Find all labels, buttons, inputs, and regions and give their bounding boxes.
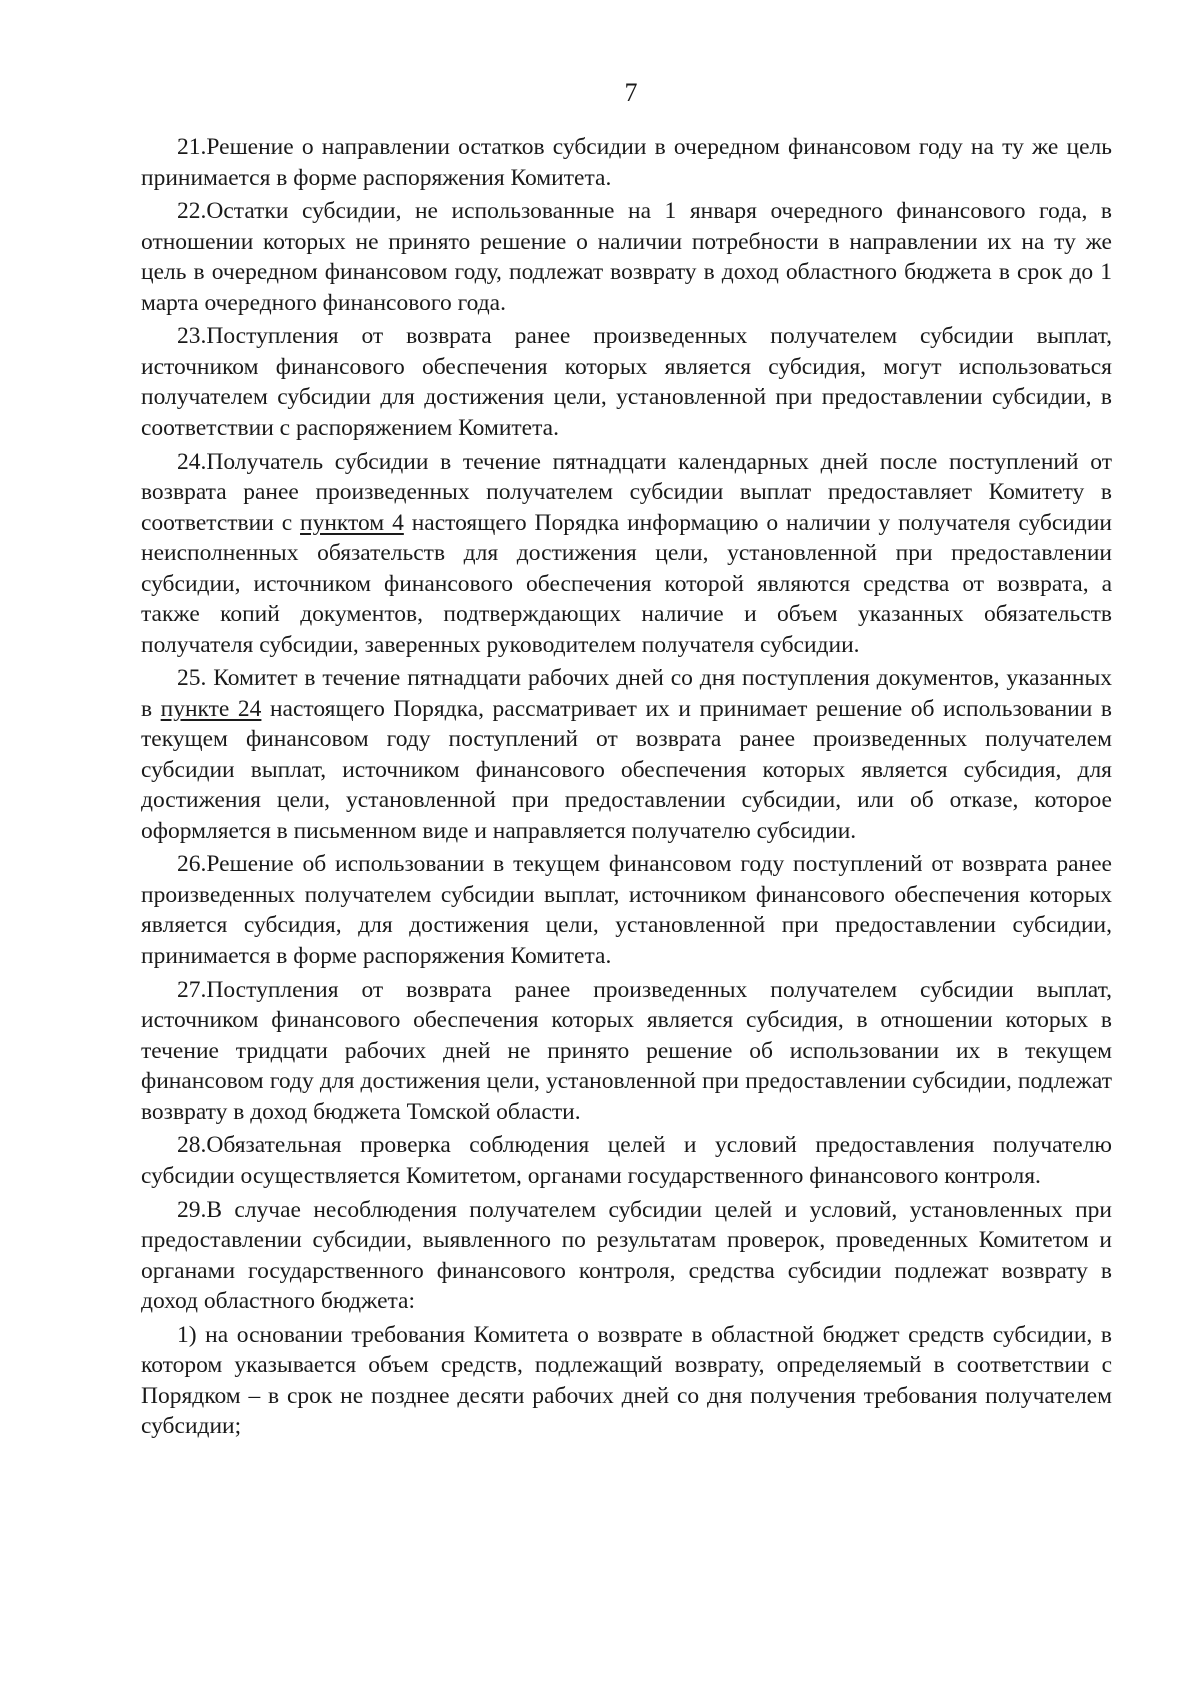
paragraph-26: 26.Решение об использовании в текущем финансовом году поступлений от возврата ранее произведенных получателем субсидии выплат, источником финансового обеспечения которых является субсидия, для достижения цели, установленной при предоставлении субсидии, принимается в форме распоряжения Комитета. [141,851,1112,969]
paragraph-24-text-after: настоящего Порядка информацию о наличии у получателя субсидии неисполненных обязательств для достижения цели, установленной при предоставлении субсидии, источником финансового обеспечения которой являются средства от возврата, а также копий документов, подтверждающих наличие и объем указанных обязательств получателя субсидии, заверенных руководителем получателя субсидии. [141,509,1112,658]
paragraph-25-text-after: настоящего Порядка, рассматривает их и принимает решение об использовании в текущем финансовом году поступлений от возврата ранее произведенных получателем субсидии выплат, источником финансового обеспечения которых является субсидия, для достижения цели, установленной при предоставлении субсидии, или об отказе, которое оформляется в письменном виде и направляется получателю субсидии. [141,695,1112,844]
paragraph-27: 27.Поступления от возврата ранее произведенных получателем субсидии выплат, источником финансового обеспечения которых является субсидия, в отношении которых в течение тридцати рабочих дней не принято решение об использовании их в текущем финансовом году для достижения цели, установленной при предоставлении субсидии, подлежат возврату в доход бюджета Томской области. [141,976,1112,1125]
paragraph-24-text-before: 24.Получатель субсидии в течение пятнадцати календарных дней после поступлений от возврата ранее произведенных получателем субсидии выплат предоставляет Комитету в соответствии с [141,448,1112,536]
paragraph-29-subitem-1: 1) на основании требования Комитета о возврате в областной бюджет средств субсидии, в котором указывается объем средств, подлежащий возврату, определяемый в соответствии с Порядком – в срок не позднее десяти рабочих дней со дня получения требования получателем субсидии; [141,1321,1112,1440]
document-body [141,132,1112,1445]
paragraph-25-text-before: 25. Комитет в течение пятнадцати рабочих дней со дня поступления документов, указанных в [141,665,1112,722]
page-number: 7 [624,78,638,107]
paragraph-23: 23.Поступления от возврата ранее произведенных получателем субсидии выплат, источником финансового обеспечения которых является субсидия, могут использоваться получателем субсидии для достижения цели, установленной при предоставлении субсидии, в соответствии с распоряжением Комитета. [141,323,1112,441]
paragraph-28: 28.Обязательная проверка соблюдения целей и условий предоставления получателю субсидии осуществляется Комитетом, органами государственного финансового контроля. [141,1132,1112,1189]
paragraph-21: 21.Решение о направлении остатков субсидии в очередном финансовом году на ту же цель принимается в форме распоряжения Комитета. [141,134,1112,191]
paragraph-29: 29.В случае несоблюдения получателем субсидии целей и условий, установленных при предоставлении субсидии, выявленного по результатам проверок, проведенных Комитетом и органами государственного финансового контроля, средства субсидии подлежат возврату в доход областного бюджета: [141,1196,1112,1314]
link-point-4[interactable]: пунктом 4 [300,509,404,536]
paragraph-24 [141,447,1112,661]
paragraph-25 [141,663,1112,846]
paragraph-22: 22.Остатки субсидии, не использованные на 1 января очередного финансового года, в отношении которых не принято решение о наличии потребности в направлении их на ту же цель в очередном финансовом году, подлежат возврату в доход областного бюджета в срок до 1 марта очередного финансового года. [141,198,1112,316]
link-point-24[interactable]: пункте 24 [160,695,262,722]
